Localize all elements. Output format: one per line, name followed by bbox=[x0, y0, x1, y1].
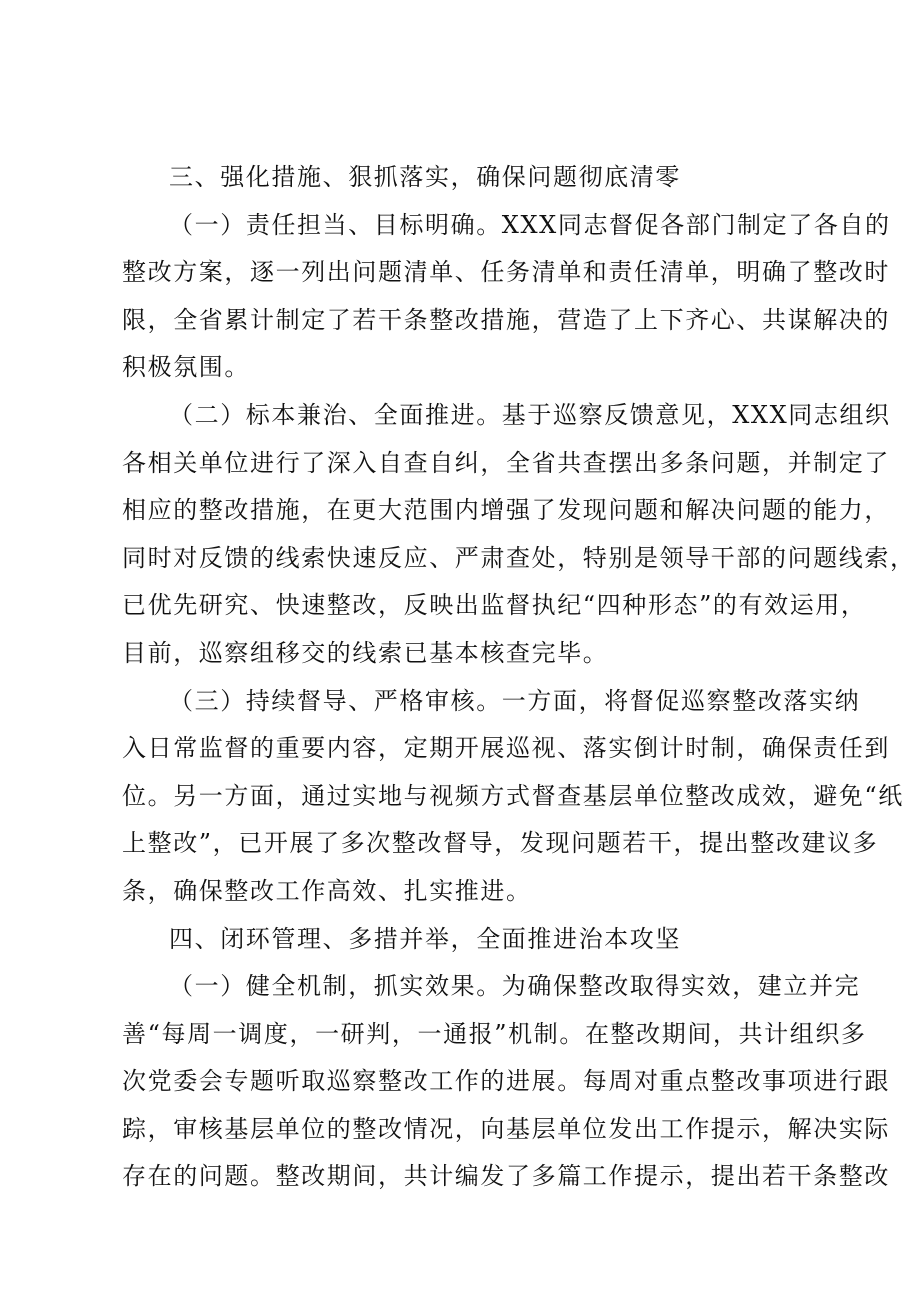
paragraph-line: （三）持续督导、严格审核。一方面，将督促巡察整改落实纳 bbox=[169, 686, 861, 715]
paragraph-line: 踪，审核基层单位的整改情况，向基层单位发出工作提示，解决实际 bbox=[122, 1114, 890, 1143]
paragraph-line: 上整改”，已开展了多次整改督导，发现问题若干，提出整改建议多 bbox=[122, 829, 879, 858]
paragraph-line: （一）健全机制，抓实效果。为确保整改取得实效，建立并完 bbox=[169, 972, 861, 1001]
paragraph-line: 入日常监督的重要内容，定期开展巡视、落实倒计时制，确保责任到 bbox=[122, 734, 890, 763]
paragraph-line: 次党委会专题听取巡察整改工作的进展。每周对重点整改事项进行跟 bbox=[122, 1067, 890, 1096]
paragraph-line: 已优先研究、快速整改，反映出监督执纪“四种形态”的有效运用， bbox=[122, 591, 867, 620]
paragraph-line: 存在的问题。整改期间，共计编发了多篇工作提示，提出若干条整改 bbox=[122, 1162, 890, 1191]
paragraph-line: 位。另一方面，通过实地与视频方式督查基层单位整改成效，避免“纸 bbox=[122, 781, 904, 810]
paragraph-line: 同时对反馈的线索快速反应、严肃查处，特别是领导干部的问题线索， bbox=[122, 543, 916, 572]
paragraph-line: 积极氛围。 bbox=[122, 353, 250, 382]
paragraph-line: 各相关单位进行了深入自查自纠，全省共查摆出多条问题，并制定了 bbox=[122, 448, 890, 477]
paragraph-line: 目前，巡察组移交的线索已基本核查完毕。 bbox=[122, 638, 609, 667]
document-body bbox=[122, 154, 916, 1201]
paragraph-line: （一）责任担当、目标明确。XXX同志督促各部门制定了各自的 bbox=[169, 210, 891, 239]
section-heading-3: 三、强化措施、狠抓落实，确保问题彻底清零 bbox=[169, 163, 681, 191]
paragraph-line: 整改方案，逐一列出问题清单、任务清单和责任清单，明确了整改时 bbox=[122, 258, 890, 287]
paragraph-line: 善“每周一调度，一研判，一通报”机制。在整改期间，共计组织多 bbox=[122, 1019, 867, 1048]
paragraph-line: （二）标本兼治、全面推进。基于巡察反馈意见，XXX同志组织 bbox=[169, 400, 891, 429]
paragraph-line: 条，确保整改工作高效、扎实推进。 bbox=[122, 876, 532, 905]
paragraph-line: 相应的整改措施，在更大范围内增强了发现问题和解决问题的能力， bbox=[122, 496, 890, 525]
paragraph-line: 限，全省累计制定了若干条整改措施，营造了上下齐心、共谋解决的 bbox=[122, 305, 890, 334]
section-heading-4: 四、闭环管理、多措并举，全面推进治本攻坚 bbox=[169, 924, 681, 953]
